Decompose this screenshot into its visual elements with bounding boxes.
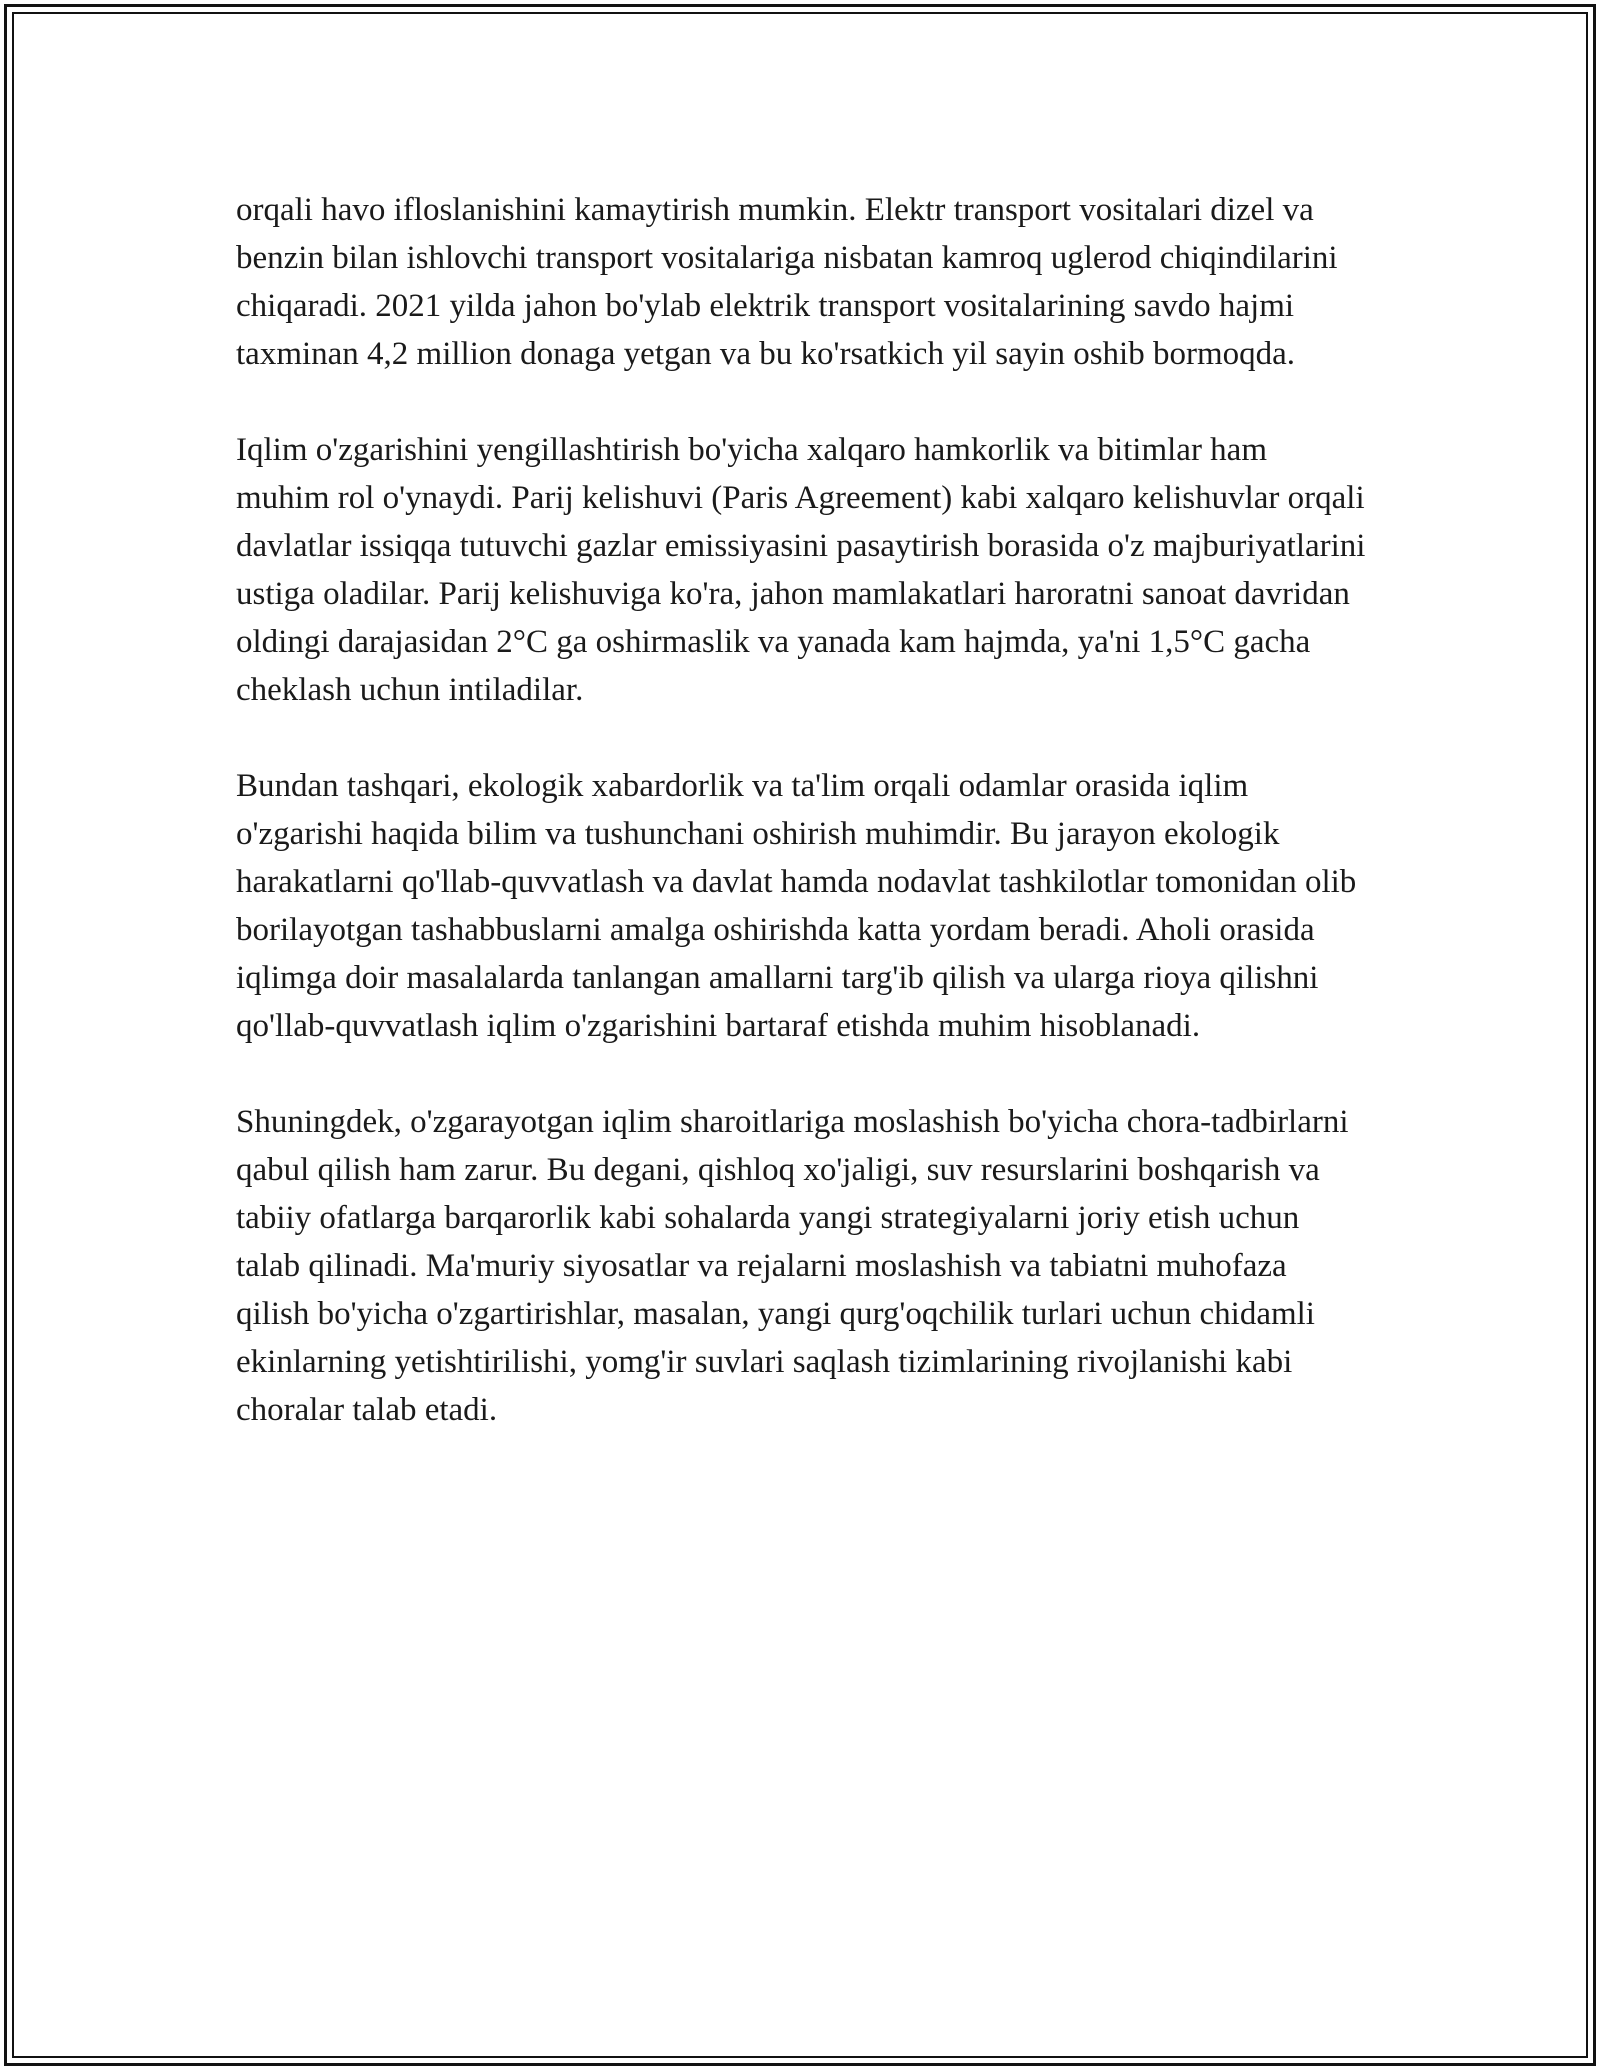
- paragraph-ecological-awareness: Bundan tashqari, ekologik xabardorlik va ta'lim orqali odamlar orasida iqlim o'zgarishi haqida bilim va tushunchani oshirish muhimdir. Bu jarayon ekologik harakatlarni qo'llab-quvvatlash va davlat hamda nodavlat tashkilotlar tomonidan olib borilayotgan tashabbuslarni amalga oshirishda katta yordam beradi. Aholi orasida iqlimga doir masalalarda tanlangan amallarni targ'ib qilish va ularga rioya qilishni qo'llab-quvvatlash iqlim o'zgarishini bartaraf etishda muhim hisoblanadi.: [236, 768, 1357, 1044]
- paragraph-electric-transport: orqali havo ifloslanishini kamaytirish mumkin. Elektr transport vositalari dizel va benzin bilan ishlovchi transport vositalariga nisbatan kamroq uglerod chiqindilarini chiqaradi. 2021 yilda jahon bo'ylab elektrik transport vositalarining savdo hajmi taxminan 4,2 million donaga yetgan va bu ko'rsatkich yil sayin oshib bormoqda.: [236, 192, 1338, 372]
- paragraph-international-cooperation: Iqlim o'zgarishini yengillashtirish bo'yicha xalqaro hamkorlik va bitimlar ham muhim rol o'ynaydi. Parij kelishuvi (Paris Agreement) kabi xalqaro kelishuvlar orqali davlatlar issiqqa tutuvchi gazlar emissiyasini pasaytirish borasida o'z majburiyatlarini ustiga oladilar. Parij kelishuviga ko'ra, jahon mamlakatlari haroratni sanoat davridan oldingi darajasidan 2°C ga oshirmaslik va yanada kam hajmda, ya'ni 1,5°C gacha cheklash uchun intiladilar.: [236, 432, 1366, 708]
- document-body: [236, 186, 1366, 1482]
- paragraph-climate-adaptation: Shuningdek, o'zgarayotgan iqlim sharoitlariga moslashish bo'yicha chora-tadbirlarni qabul qilish ham zarur. Bu degani, qishloq xo'jaligi, suv resurslarini boshqarish va tabiiy ofatlarga barqarorlik kabi sohalarda yangi strategiyalarni joriy etish uchun talab qilinadi. Ma'muriy siyosatlar va rejalarni moslashish va tabiatni muhofaza qilish bo'yicha o'zgartirishlar, masalan, yangi qurg'oqchilik turlari uchun chidamli ekinlarning yetishtirilishi, yomg'ir suvlari saqlash tizimlarining rivojlanishi kabi choralar talab etadi.: [236, 1104, 1349, 1428]
